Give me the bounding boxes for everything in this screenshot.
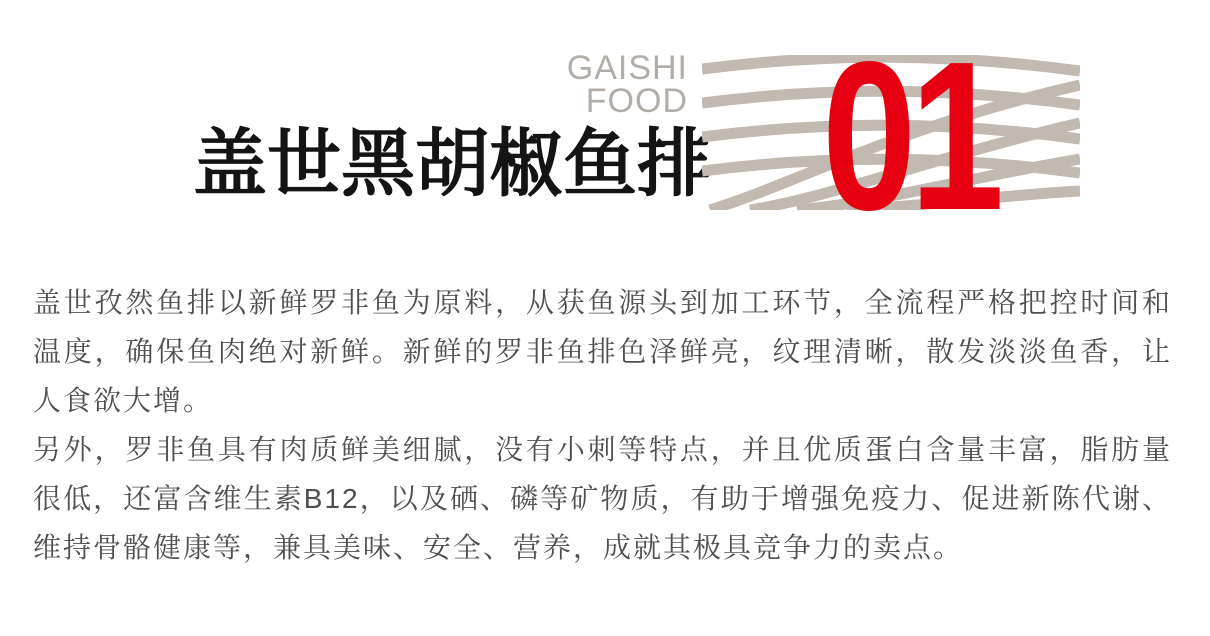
body-text (33, 278, 1172, 572)
page-title: 盖世黑胡椒鱼排 (193, 124, 711, 206)
brand-logo-text (566, 49, 688, 120)
section-number: 01 (822, 17, 998, 254)
brand-line-gaishi: GAISHI (566, 49, 688, 87)
brand-line-food: FOOD (585, 82, 688, 120)
paragraph-freshness: 盖世孜然鱼排以新鲜罗非鱼为原料，从获鱼源头到加工环节，全流程严格把控时间和温度，确保鱼肉绝对新鲜。新鲜的罗非鱼排色泽鲜亮，纹理清晰，散发淡淡鱼香，让人食欲大增。 (33, 287, 1172, 416)
paragraph-nutrition: 另外，罗非鱼具有肉质鲜美细腻，没有小刺等特点，并且优质蛋白含量丰富，脂肪量很低，还富含维生素B12，以及硒、磷等矿物质，有助于增强免疫力、促进新陈代谢、维持骨骼健康等，兼具美味、安全、营养，成就其极具竞争力的卖点。 (33, 434, 1172, 563)
